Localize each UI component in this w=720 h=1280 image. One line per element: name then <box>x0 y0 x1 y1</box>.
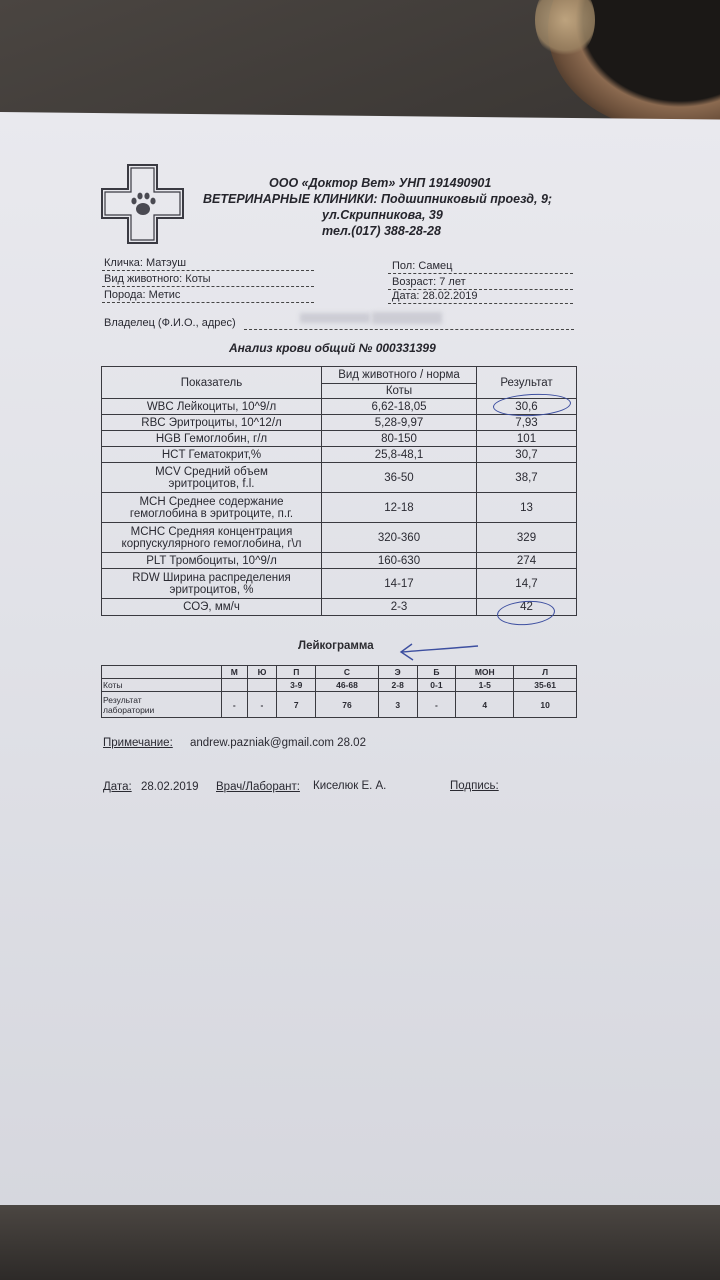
row-param: MCHC Средняя концентрация корпускулярного гемоглобина, г\л <box>102 523 322 553</box>
table-row <box>102 447 577 463</box>
footer-date-label: Дата: <box>103 781 132 793</box>
clinic-phone: тел.(017) 388-28-28 <box>322 224 441 238</box>
row-norm: 36-50 <box>322 463 477 493</box>
row-result: 13 <box>477 493 577 523</box>
leukogram-norm: 35-61 <box>514 679 577 692</box>
patient-species: Вид животного: Коты <box>104 273 211 285</box>
row-norm: 25,8-48,1 <box>322 447 477 463</box>
owner-label: Владелец (Ф.И.О., адрес) <box>104 317 236 329</box>
clinic-logo-icon <box>100 163 185 245</box>
footer-date-value: 28.02.2019 <box>141 781 199 793</box>
leukogram-col: Э <box>378 666 417 679</box>
header-norm: Вид животного / норма <box>322 367 477 384</box>
table-header-row <box>102 367 577 384</box>
leukogram-result: - <box>417 692 456 718</box>
patient-breed: Порода: Метис <box>104 289 181 301</box>
row-norm: 80-150 <box>322 431 477 447</box>
leukogram-result-row <box>102 692 577 718</box>
leukogram-header-row <box>102 666 577 679</box>
field-underline <box>388 273 573 274</box>
row-param: WBC Лейкоциты, 10^9/л <box>102 399 322 415</box>
patient-age: Возраст: 7 лет <box>392 276 466 288</box>
row-param: MCV Средний объем эритроцитов, f.l. <box>102 463 322 493</box>
leukogram-col: С <box>316 666 379 679</box>
pen-arrow-icon <box>396 638 480 666</box>
row-norm: 12-18 <box>322 493 477 523</box>
leukogram-result: 10 <box>514 692 577 718</box>
row-result: 30,6 <box>477 399 577 415</box>
redacted-address <box>372 312 442 324</box>
doctor-value: Киселюк Е. А. <box>313 780 387 792</box>
leukogram-norm: 46-68 <box>316 679 379 692</box>
row-norm: 2-3 <box>322 599 477 616</box>
row-result: 14,7 <box>477 569 577 599</box>
table-surface-bottom <box>0 1205 720 1280</box>
row-result: 329 <box>477 523 577 553</box>
table-row <box>102 415 577 431</box>
clinic-address-2: ул.Скрипникова, 39 <box>322 208 443 222</box>
header-param: Показатель <box>102 367 322 399</box>
leukogram-norm: 2-8 <box>378 679 417 692</box>
row-norm: 5,28-9,97 <box>322 415 477 431</box>
row-param: СОЭ, мм/ч <box>102 599 322 616</box>
analysis-title: Анализ крови общий № 000331399 <box>229 341 436 355</box>
patient-nickname: Кличка: Матэуш <box>104 257 187 269</box>
clinic-address-1: ВЕТЕРИНАРНЫЕ КЛИНИКИ: Подшипниковый проезд, 9; <box>203 192 553 206</box>
leukogram-result-label <box>102 692 222 718</box>
leukogram-norm <box>222 679 248 692</box>
leukogram-result: 3 <box>378 692 417 718</box>
row-norm: 14-17 <box>322 569 477 599</box>
table-row <box>102 569 577 599</box>
result-label-line2: лаборатории <box>103 704 155 715</box>
leukogram-result: 4 <box>456 692 514 718</box>
leukogram-table <box>101 665 577 718</box>
table-row <box>102 553 577 569</box>
row-result: 30,7 <box>477 447 577 463</box>
leukogram-norm: 3-9 <box>277 679 316 692</box>
row-norm: 320-360 <box>322 523 477 553</box>
leukogram-col: МОН <box>456 666 514 679</box>
result-label-line1: Результат <box>103 694 142 705</box>
row-param: PLT Тромбоциты, 10^9/л <box>102 553 322 569</box>
leukogram-col: М <box>222 666 248 679</box>
owner-underline <box>244 329 574 330</box>
report-date: Дата: 28.02.2019 <box>392 290 478 302</box>
leukogram-result: - <box>222 692 248 718</box>
leukogram-col: П <box>277 666 316 679</box>
signature-label: Подпись: <box>450 780 499 792</box>
table-row <box>102 523 577 553</box>
leukogram-col: Б <box>417 666 456 679</box>
redacted-owner <box>300 313 370 323</box>
leukogram-result: 7 <box>277 692 316 718</box>
row-result: 42 <box>477 599 577 616</box>
row-param: HCT Гематокрит,% <box>102 447 322 463</box>
header-result: Результат <box>477 367 577 399</box>
doctor-label: Врач/Лаборант: <box>216 781 300 793</box>
row-norm: 160-630 <box>322 553 477 569</box>
row-result: 38,7 <box>477 463 577 493</box>
field-underline <box>102 302 314 303</box>
leukogram-norm <box>247 679 277 692</box>
row-norm: 6,62-18,05 <box>322 399 477 415</box>
clinic-name: ООО «Доктор Вет» УНП 191490901 <box>269 176 492 190</box>
table-row <box>102 463 577 493</box>
leukogram-norm-label: Коты <box>102 679 222 692</box>
row-param: RBC Эритроциты, 10^12/л <box>102 415 322 431</box>
note-label: Примечание: <box>103 737 173 749</box>
leukogram-result: - <box>247 692 277 718</box>
row-result: 274 <box>477 553 577 569</box>
header-norm-species: Коты <box>322 384 477 399</box>
leukogram-norm: 1-5 <box>456 679 514 692</box>
leukogram-norm-row <box>102 679 577 692</box>
leukogram-norm: 0-1 <box>417 679 456 692</box>
row-result: 7,93 <box>477 415 577 431</box>
row-param: RDW Ширина распределения эритроцитов, % <box>102 569 322 599</box>
row-result: 101 <box>477 431 577 447</box>
row-param: HGB Гемоглобин, г/л <box>102 431 322 447</box>
field-underline <box>388 303 573 304</box>
table-row <box>102 493 577 523</box>
note-value: andrew.pazniak@gmail.com 28.02 <box>190 737 366 749</box>
leukogram-col: Л <box>514 666 577 679</box>
leukogram-corner <box>102 666 222 679</box>
field-underline <box>102 270 314 271</box>
leukogram-col: Ю <box>247 666 277 679</box>
table-row <box>102 431 577 447</box>
row-param: MCH Среднее содержание гемоглобина в эритроците, п.г. <box>102 493 322 523</box>
patient-sex: Пол: Самец <box>392 260 453 272</box>
leukogram-title: Лейкограмма <box>298 640 374 652</box>
field-underline <box>102 286 314 287</box>
leukogram-result: 76 <box>316 692 379 718</box>
